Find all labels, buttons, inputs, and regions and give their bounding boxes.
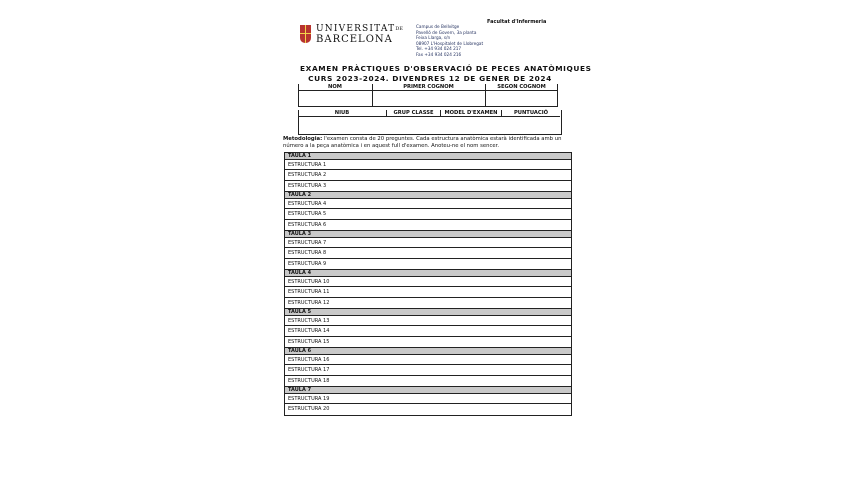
exam-fields-header [298, 110, 560, 117]
answer-grid [284, 152, 572, 416]
answer-row[interactable]: ESTRUCTURA 8 [285, 248, 571, 259]
answer-row[interactable]: ESTRUCTURA 11 [285, 287, 571, 298]
field-primer-cognom: PRIMER COGNOM [372, 84, 485, 91]
answer-row[interactable]: ESTRUCTURA 10 [285, 277, 571, 288]
table-header-row: TAULA 2 [285, 192, 571, 199]
university-shield-icon [300, 25, 311, 43]
answer-row[interactable]: ESTRUCTURA 16 [285, 355, 571, 366]
table-header-row: TAULA 5 [285, 309, 571, 316]
answer-row[interactable]: ESTRUCTURA 13 [285, 316, 571, 327]
methodology-text: Metodologia: l'examen consta de 20 preguntes. Cada estructura anatòmica estarà identificada amb un número a la peça anatòmica i en aquest full d'examen. Anoteu-ne el nom sencer. [283, 136, 562, 149]
exam-title: EXAMEN PRÀCTIQUES D'OBSERVACIÓ DE PECES ANATÒMIQUES [300, 64, 592, 73]
answer-row[interactable]: ESTRUCTURA 15 [285, 337, 571, 348]
answer-row[interactable]: ESTRUCTURA 19 [285, 394, 571, 405]
answer-row[interactable]: ESTRUCTURA 4 [285, 199, 571, 210]
answer-row[interactable]: ESTRUCTURA 17 [285, 365, 571, 376]
field-puntuacio: PUNTUACIÓ [502, 110, 560, 117]
answer-row[interactable]: ESTRUCTURA 9 [285, 259, 571, 270]
address-block: Campus de Bellvitge Pavelló de Govern, 3a planta Feixa Llarga, s/n 08907 L'Hospitalet de Llobregat Tel. +34 934 024 217 Fax +34 934 024 216 [416, 24, 484, 57]
exam-subtitle: CURS 2023-2024. DIVENDRES 12 DE GENER DE 2024 [308, 74, 552, 83]
answer-row[interactable]: ESTRUCTURA 20 [288, 406, 330, 413]
answer-row[interactable]: ESTRUCTURA 12 [285, 298, 571, 309]
table-header-row: TAULA 1 [285, 153, 571, 160]
answer-row[interactable]: ESTRUCTURA 1 [285, 160, 571, 171]
answer-row[interactable]: ESTRUCTURA 7 [285, 238, 571, 249]
field-model-examen: MODEL D'EXAMEN [441, 110, 502, 117]
table-header-row: TAULA 3 [285, 231, 571, 238]
table-header-row: TAULA 6 [285, 348, 571, 355]
logo-line1: UNIVERSITATDE [316, 24, 403, 34]
faculty-name: Facultat d'Infermeria [487, 19, 547, 25]
name-fields-header [298, 84, 558, 91]
answer-row[interactable]: ESTRUCTURA 6 [285, 220, 571, 231]
answer-row[interactable]: ESTRUCTURA 14 [285, 326, 571, 337]
field-grup-classe: GRUP CLASSE [387, 110, 441, 117]
answer-row[interactable]: ESTRUCTURA 5 [285, 209, 571, 220]
answer-row[interactable]: ESTRUCTURA 2 [285, 170, 571, 181]
table-header-row: TAULA 4 [285, 270, 571, 277]
answer-row[interactable]: ESTRUCTURA 3 [285, 181, 571, 192]
field-segon-cognom: SEGON COGNOM [485, 84, 558, 91]
university-logo [300, 24, 403, 46]
logo-line2: BARCELONA [316, 34, 393, 45]
table-header-row: TAULA 7 [285, 387, 571, 394]
field-nom: NOM [298, 84, 372, 91]
field-niub: NIUB [298, 110, 387, 117]
answer-row[interactable]: ESTRUCTURA 18 [285, 376, 571, 387]
